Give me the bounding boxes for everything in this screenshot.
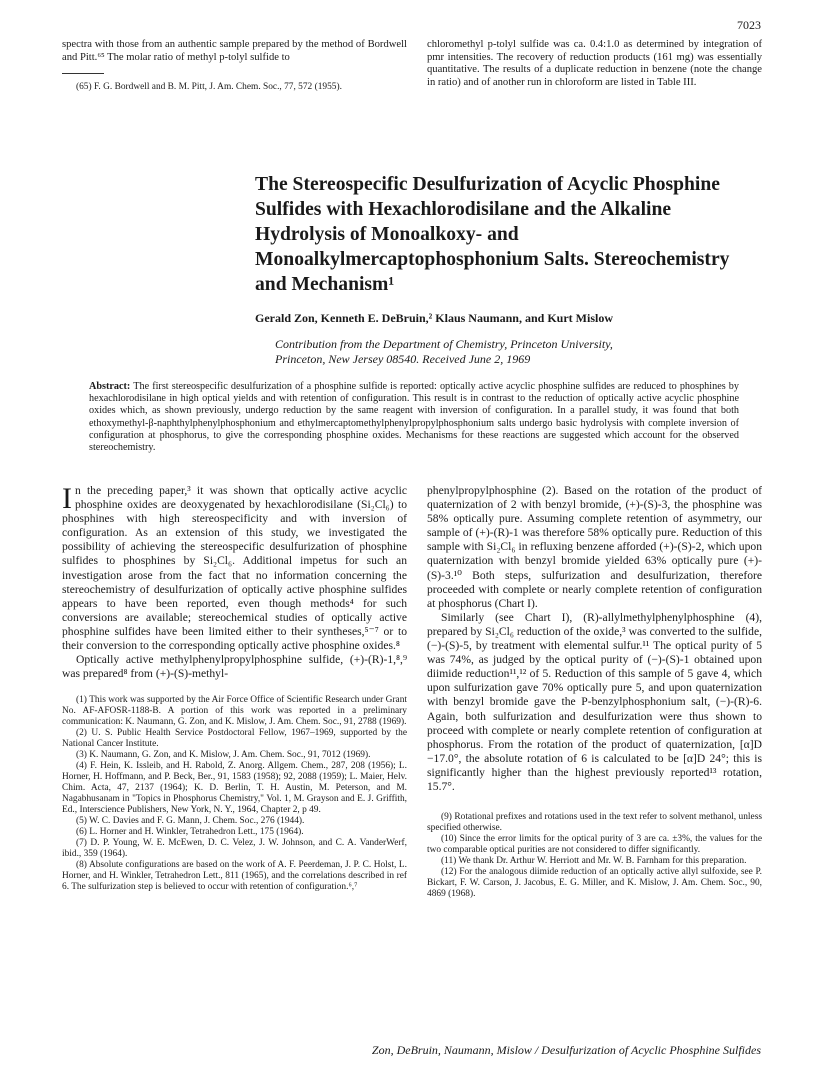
- affiliation: [255, 337, 765, 367]
- drop-cap: I: [62, 482, 72, 515]
- intro-text: n the preceding paper,³ it was shown that optically active acyclic phosphine oxides are deoxygenated by hexachlorodisilane (Si₂Cl₆) to phosphines with high stereospecificity and with inversion of configuration. As an extension of this study, we investigated the possibility of achieving the stereospecific desulfurization of phosphine sulfides to phosphines by Si₂Cl₆. Additional impetus for such an investigation arose from the fact that no information concerning the stereochemistry of desulfurization of optically active phosphine sulfides appears to have been reported, even though methods⁴ for such conversions are available; stereochemical studies of optically active phosphine sulfides have been limited either to their syntheses,⁵⁻⁷ or to their conversion to the corresponding optically active phosphine oxides.⁸: [62, 484, 407, 653]
- running-footer: Zon, DeBruin, Naumann, Mislow / Desulfurization of Acyclic Phosphine Sulfides: [371, 1043, 761, 1057]
- continued-paragraph-right: chloromethyl p-tolyl sulfide was ca. 0.4:1.0 as determined by integration of pmr intensities. The recovery of reduction products (161 mg) was essentially quantitative. The results of a duplicate reduction in benzene (note the change in ratio) and of another run in chloroform are listed in Table III.: [427, 39, 762, 88]
- footnote: (11) We thank Dr. Arthur W. Herriott and Mr. W. B. Farnham for this preparation.: [441, 856, 747, 867]
- affiliation-line-1: Contribution from the Department of Chemistry, Princeton University,: [275, 337, 613, 351]
- abstract-label: Abstract:: [89, 381, 131, 392]
- article-title: The Stereospecific Desulfurization of Acyclic Phosphine Sulfides with Hexachlorodisilane and the Alkaline Hydrolysis of Monoalkoxy- and Monoalkylmercaptophosphonium Salts. Stereochemistry and Mechanism¹: [255, 174, 730, 295]
- article-header: [255, 172, 765, 367]
- abstract: [89, 381, 739, 454]
- body-left-column: [62, 484, 407, 893]
- continued-paragraph: spectra with those from an authentic sample prepared by the method of Bordwell and Pitt.⁶⁵ The molar ratio of methyl p-tolyl sulfide to: [62, 39, 407, 63]
- affiliation-line-2: Princeton, New Jersey 08540. Received June 2, 1969: [275, 352, 531, 366]
- footnote: (12) For the analogous diimide reduction of an optically active allyl sulfoxide, see P. Bickart, F. W. Carson, J. Jacobus, E. G. Miller, and K. Mislow, J. Am. Chem. Soc., 90, 4869 (1968).: [427, 867, 762, 900]
- footnote: (7) D. P. Young, W. E. McEwen, D. C. Velez, J. W. Johnson, and C. A. VanderWerf, ibid., 359 (1964).: [62, 838, 407, 860]
- footnote: (4) F. Hein, K. Issleib, and H. Rabold, Z. Anorg. Allgem. Chem., 287, 208 (1956); L. Horner, H. Hoffmann, and P. Beck, Ber., 91, 1583 (1958); 92, 2088 (1959); L. Maier, Helv. Chim. Acta, 47, 2137 (1964); K. D. Berlin, T. H. Austin, M. Peterson, and M. Nagabhusanam in "Topics in Phosphorus Chemistry," Vol. 1, M. Grayson and E. J. Griffith, Ed., Interscience Publishers, New York, N. Y., 1964, Chapter 2, p 49.: [62, 761, 407, 816]
- top-left-column: [62, 39, 407, 93]
- footnote-65: (65) F. G. Bordwell and B. M. Pitt, J. Am. Chem. Soc., 77, 572 (1955).: [76, 82, 342, 92]
- footnote-rule: [62, 73, 104, 74]
- footnote: (5) W. C. Davies and F. G. Mann, J. Chem. Soc., 276 (1944).: [76, 816, 305, 827]
- paragraph-similarly: Similarly (see Chart I), (R)-allylmethylphenylphosphine (4), prepared by Si₂Cl₆ reduction of the oxide,³ was converted to the sulfide, (−)-(S)-5, by treatment with elemental sulfur.¹¹ The optical purity of 5 was 74%, as judged by the optical purity of (−)-(S)-1 obtained upon diimide reduction¹¹,¹² of 5. Reduction of this sample of 5 gave 4, which upon sulfurization gave 70% optically pure 5, and upon quaternization with benzyl bromide gave the P-benzylphosphonium salt, (−)-(R)-6. Again, both sulfurization and desulfurization were thus shown to proceed with complete or nearly complete retention of configuration at phosphorus. From the rotation of the product of quaternization, [α]D −17.0°, the absolute rotation of 6 is calculated to be [α]D 24°; this is significantly higher than the highest previously reported¹³ rotation, 15.7°.: [427, 610, 762, 793]
- paragraph-continued: phenylpropylphosphine (2). Based on the rotation of the product of quaternization of 2 with benzyl bromide, (+)-(S)-3, the phosphine was 58% optically pure. Assuming complete retention of asymmetry, our sample of (+)-(R)-1 was therefore 58% optically pure. Reduction of this sample with Si₂Cl₆ in refluxing benzene afforded (+)-(S)-2, which upon quaternization with benzyl bromide yielded 63% optically pure (+)-(S)-3.¹⁰ Both steps, sulfurization and desulfurization, therefore proceeded with complete or nearly complete retention of configuration at phosphorus (Chart I).: [427, 484, 762, 610]
- footnote: (2) U. S. Public Health Service Postdoctoral Fellow, 1967–1969, supported by the National Cancer Institute.: [62, 728, 407, 750]
- body-right-column: [427, 484, 762, 900]
- paragraph-2: Optically active methylphenylpropylphosphine sulfide, (+)-(R)-1,⁸,⁹ was prepared⁸ from (+)-(S)-methyl-: [62, 653, 407, 681]
- footnotes-left: [62, 695, 407, 893]
- page-number: 7023: [737, 18, 761, 32]
- footnote: (6) L. Horner and H. Winkler, Tetrahedron Lett., 175 (1964).: [76, 827, 304, 838]
- footnote: (8) Absolute configurations are based on the work of A. F. Peerdeman, J. P. C. Holst, L. Horner, and H. Winkler, Tetrahedron Lett., 811 (1965), and the correlations described in ref 6. The sulfurization step is believed to occur with retention of configuration.⁶,⁷: [62, 860, 407, 893]
- abstract-text: The first stereospecific desulfurization of a phosphine sulfide is reported: optically active acyclic phosphine sulfides are reduced to phosphines by hexachlorodisilane in high optical yields and with retention of configuration. This result is in contrast to the reduction of optically active acyclic phosphine oxides which, as shown previously, undergo reduction by the same reagent with inversion of configuration. In a parallel study, it was found that both ethoxymethyl-β-naphthylphenylphosphonium and ethylmercaptomethylphenylpropylphosphonium salts undergo basic hydrolysis with complete inversion of configuration at phosphorus, to give the corresponding phosphine oxides. Mechanisms for these reactions are suggested which account for the observed stereochemistry.: [89, 381, 739, 454]
- authors: Gerald Zon, Kenneth E. DeBruin,² Klaus Naumann, and Kurt Mislow: [255, 311, 613, 325]
- footnote: (3) K. Naumann, G. Zon, and K. Mislow, J. Am. Chem. Soc., 91, 7012 (1969).: [76, 750, 371, 761]
- footnote: (9) Rotational prefixes and rotations used in the text refer to solvent methanol, unless specified otherwise.: [427, 812, 762, 834]
- footnotes-right: [427, 812, 762, 900]
- footnote: (1) This work was supported by the Air Force Office of Scientific Research under Grant No. AF-AFOSR-1188-B. A portion of this work was reported in a preliminary communication: K. Naumann, G. Zon, and K. Mislow, J. Am. Chem. Soc., 91, 2788 (1969).: [62, 695, 407, 728]
- footnote: (10) Since the error limits for the optical purity of 3 are ca. ±3%, the values for the two comparable optical purities are not considered to differ significantly.: [427, 834, 762, 856]
- intro-paragraph: [62, 484, 407, 653]
- top-right-column: [427, 39, 762, 89]
